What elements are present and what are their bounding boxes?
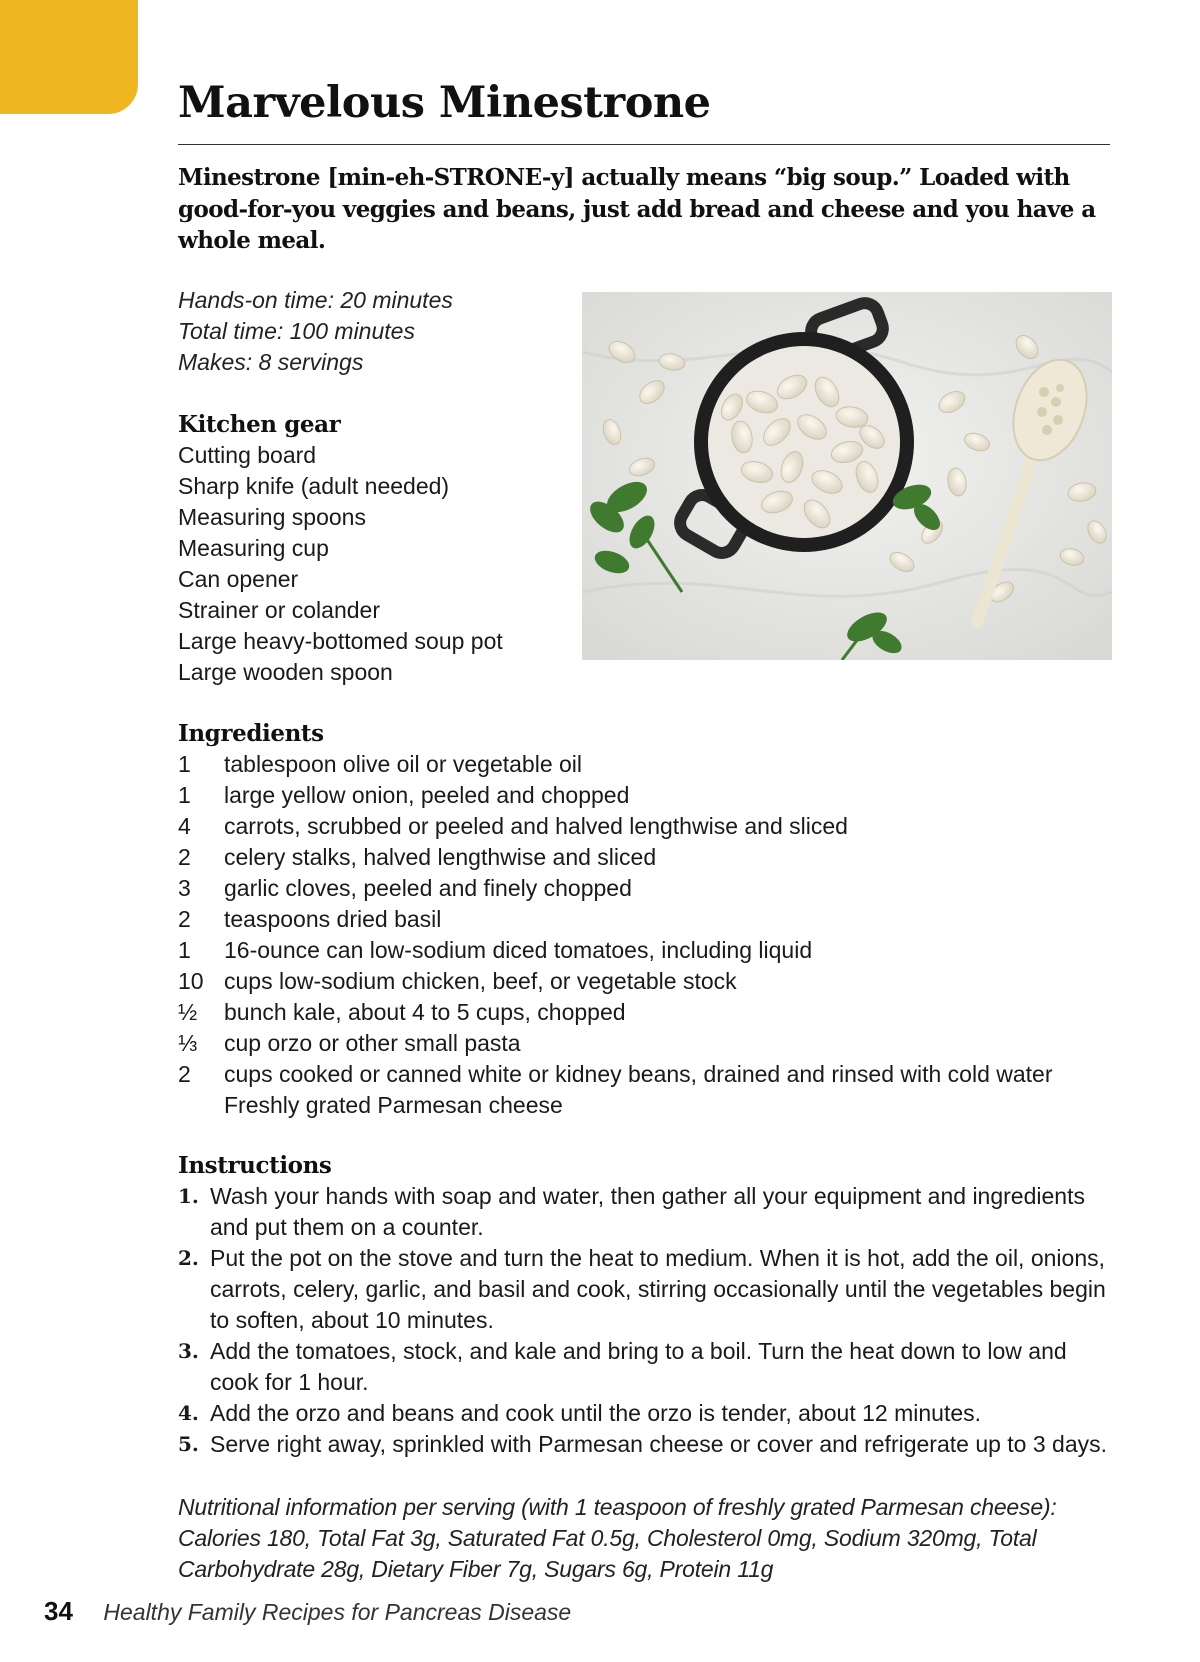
ingredient-qty: 1 (178, 751, 191, 777)
title-divider (178, 144, 1110, 145)
kitchen-gear-heading: Kitchen gear (178, 411, 341, 438)
instruction-step (178, 1398, 1118, 1429)
ingredients-heading: Ingredients (178, 720, 324, 747)
beans-pot-illustration (582, 292, 1112, 660)
ingredient-text: Freshly grated Parmesan cheese (224, 1092, 563, 1118)
nutrition-info: Nutritional information per serving (with 1 teaspoon of freshly grated Parmesan cheese): Calories 180, Total Fat 3g, Saturated Fat 0.5g, Cholesterol 0mg, Sodium 320mg, Total Carbohydrate 28g, Dietary Fiber 7g, Sugars 6g, Protein 11g (178, 1494, 1057, 1582)
ingredient-row (178, 935, 813, 966)
step-number: 5. (178, 1432, 199, 1456)
corner-tab (0, 0, 138, 114)
step-number: 2. (178, 1246, 199, 1270)
ingredient-qty: 2 (178, 906, 191, 932)
ingredient-text: tablespoon olive oil or vegetable oil (224, 751, 583, 777)
instructions-section (178, 1150, 1118, 1460)
ingredient-text: 16-ounce can low-sodium diced tomatoes, including liquid (224, 937, 813, 963)
ingredient-row (178, 780, 630, 811)
ingredient-text: cups cooked or canned white or kidney beans, drained and rinsed with cold water (224, 1061, 1053, 1087)
ingredient-row (178, 904, 442, 935)
book-title: Healthy Family Recipes for Pancreas Disease (103, 1599, 572, 1625)
ingredient-qty: ½ (178, 999, 198, 1025)
recipe-intro: Minestrone [min-eh-STRONE-y] actually means “big soup.” Loaded with good-for-you veggies and beans, just add bread and cheese and you have a whole meal. (178, 164, 1096, 254)
ingredient-qty: 10 (178, 968, 204, 994)
ingredients-section (178, 718, 1053, 1121)
ingredient-text: bunch kale, about 4 to 5 cups, chopped (224, 999, 626, 1025)
gear-item: Sharp knife (adult needed) (178, 473, 450, 499)
beans-photo (582, 292, 1112, 660)
ingredient-row (178, 1090, 563, 1121)
gear-item: Can opener (178, 566, 299, 592)
ingredient-text: cups low-sodium chicken, beef, or vegetable stock (224, 968, 737, 994)
ingredient-qty: 1 (178, 937, 191, 963)
recipe-meta (178, 285, 453, 378)
page-footer (44, 1596, 571, 1627)
ingredient-text: teaspoons dried basil (224, 906, 442, 932)
ingredient-text: garlic cloves, peeled and finely chopped (224, 875, 632, 901)
ingredient-text: carrots, scrubbed or peeled and halved lengthwise and sliced (224, 813, 848, 839)
step-text: Add the tomatoes, stock, and kale and bring to a boil. Turn the heat down to low and cook for 1 hour. (210, 1338, 1067, 1395)
recipe-title: Marvelous Minestrone (178, 78, 711, 128)
step-number: 3. (178, 1339, 199, 1363)
hands-on-time: Hands-on time: 20 minutes (178, 287, 453, 313)
ingredient-row (178, 966, 737, 997)
step-text: Add the orzo and beans and cook until the orzo is tender, about 12 minutes. (210, 1400, 982, 1426)
step-number: 1. (178, 1184, 199, 1208)
gear-item: Large heavy-bottomed soup pot (178, 628, 503, 654)
servings: Makes: 8 servings (178, 349, 364, 375)
ingredient-row (178, 1059, 1053, 1090)
ingredient-row (178, 1028, 521, 1059)
instruction-step (178, 1429, 1118, 1460)
step-number: 4. (178, 1401, 199, 1425)
ingredient-qty: 1 (178, 782, 191, 808)
ingredient-qty: 4 (178, 813, 191, 839)
ingredient-text: celery stalks, halved lengthwise and sliced (224, 844, 657, 870)
gear-item: Cutting board (178, 442, 317, 468)
ingredient-qty: ⅓ (178, 1030, 198, 1056)
gear-item: Strainer or colander (178, 597, 380, 623)
instructions-heading: Instructions (178, 1152, 332, 1179)
instruction-step (178, 1181, 1118, 1243)
gear-item: Large wooden spoon (178, 659, 393, 685)
instruction-step (178, 1336, 1118, 1398)
ingredient-row (178, 842, 657, 873)
page-number: 34 (44, 1596, 73, 1626)
gear-item: Measuring cup (178, 535, 329, 561)
ingredient-qty: 3 (178, 875, 191, 901)
ingredient-qty: 2 (178, 844, 191, 870)
step-text: Serve right away, sprinkled with Parmesan cheese or cover and refrigerate up to 3 days. (210, 1431, 1108, 1457)
kitchen-gear-section (178, 409, 503, 688)
total-time: Total time: 100 minutes (178, 318, 415, 344)
ingredient-text: cup orzo or other small pasta (224, 1030, 521, 1056)
instruction-step (178, 1243, 1118, 1336)
step-text: Wash your hands with soap and water, then gather all your equipment and ingredients and put them on a counter. (210, 1183, 1085, 1240)
ingredient-text: large yellow onion, peeled and chopped (224, 782, 630, 808)
gear-item: Measuring spoons (178, 504, 366, 530)
ingredient-row (178, 997, 626, 1028)
ingredient-row (178, 749, 583, 780)
ingredient-row (178, 811, 848, 842)
ingredient-row (178, 873, 632, 904)
ingredient-qty: 2 (178, 1061, 191, 1087)
step-text: Put the pot on the stove and turn the heat to medium. When it is hot, add the oil, onions, carrots, celery, garlic, and basil and cook, stirring occasionally until the vegetables begin to soften, about 10 minutes. (210, 1245, 1106, 1333)
